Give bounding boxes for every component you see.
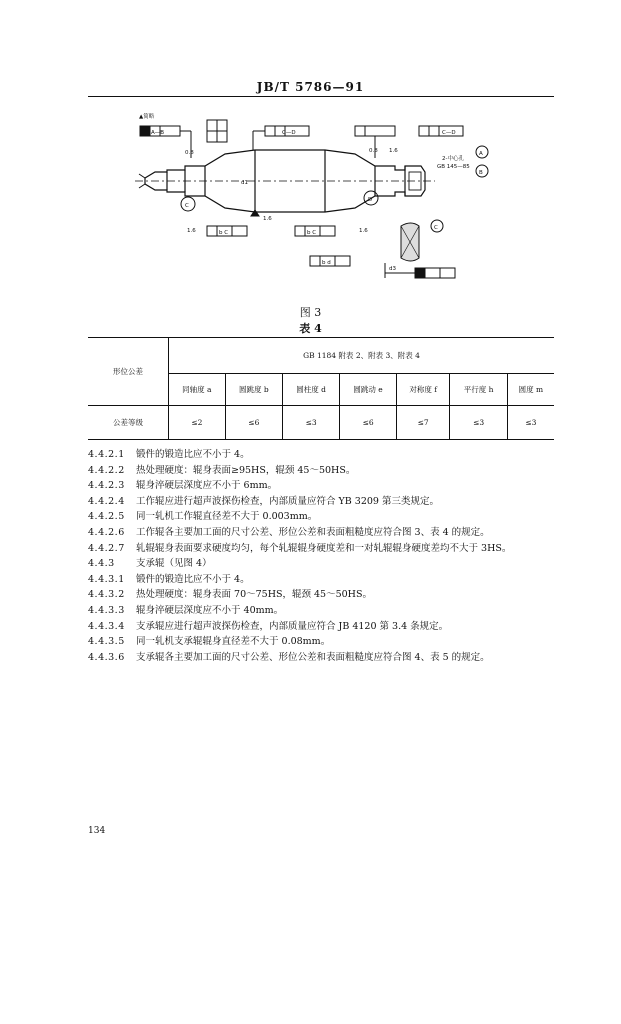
figure-caption: 图 3 [299,306,322,319]
page-number: 134 [88,826,106,836]
clause-number: 4.4.2.1 [88,449,125,460]
grade-cell: ≤3 [507,406,554,440]
fcf-bottom [207,223,455,278]
clause [88,572,558,588]
column-header: 同轴度 a [169,374,226,406]
group-header: GB 1184 附表 2、附表 3、附表 4 [169,338,555,374]
tolerance-table [88,337,554,440]
svg-text:1.6: 1.6 [359,228,368,234]
clause-number: 4.4.2.4 [88,495,125,507]
column-header: 圆度 m [507,374,554,406]
clause-text: 热处理硬度：辊身表面 70～75HS，辊颈 45～50HS。 [136,589,372,601]
clause [88,619,558,635]
clause-number: 4.4.3.5 [88,636,125,648]
svg-text:2-中心孔: 2-中心孔 [442,156,464,162]
clause-text: 锻件的锻造比应不小于 4。 [136,573,250,585]
svg-text:C: C [434,225,438,231]
clause-number: 4.4.2.2 [88,464,125,476]
clause [88,509,558,525]
roll-outline [135,150,435,212]
svg-text:b C: b C [307,230,317,236]
grade-cell: ≤2 [169,406,226,440]
clause-number: 4.4.3.1 [88,573,125,585]
svg-text:B: B [479,170,483,176]
svg-text:d1: d1 [241,180,248,186]
svg-text:1.6: 1.6 [187,228,196,234]
clause-number: 4.4.2.5 [88,511,125,523]
clause [88,494,558,510]
clause [88,478,558,494]
clause [88,650,558,666]
roll-drawing [125,108,505,298]
column-header: 圆柱度 d [282,374,339,406]
standard-number: JB/T 5786—91 [256,80,365,94]
svg-text:A: A [479,151,483,157]
clause-number: 4.4.2.7 [88,542,125,554]
grade-cell: ≤6 [225,406,282,440]
clause-number: 4.4.3.4 [88,620,125,632]
column-header: 圆跳动 e [340,374,397,406]
grade-cell: ≤6 [340,406,397,440]
clause-number: 4.4.3.2 [88,589,125,601]
clause-number: 4.4.3.3 [88,604,125,616]
svg-text:1.6: 1.6 [389,148,398,154]
clause-text: 辊身淬硬层深度应不小于 40mm。 [136,604,284,616]
clause [88,634,558,650]
clause [88,463,558,479]
clause-text: 热处理硬度：辊身表面≥95HS，辊颈 45～50HS。 [136,464,356,476]
column-header: 平行度 h [450,374,507,406]
svg-text:GB 145—85: GB 145—85 [437,164,470,170]
clause-text: 工作辊应进行超声波探伤检查，内部质量应符合 YB 3209 第三类规定。 [136,495,439,507]
clause [88,603,558,619]
clause-text: 辊身淬硬层深度应不小于 6mm。 [136,480,278,492]
grade-cell: ≤3 [450,406,507,440]
clause-text: 支承辊（见图 4） [136,558,212,570]
clause-number: 4.4.3.6 [88,651,125,663]
svg-text:C—D: C—D [442,130,456,136]
svg-text:C: C [185,203,189,209]
clause-list [88,447,558,665]
svg-text:1.6: 1.6 [263,216,272,222]
svg-text:d3: d3 [389,266,396,272]
clause-number: 4.4.3 [88,558,115,570]
grade-label: 公差等级 [88,406,169,440]
clause-text: 轧辊辊身表面要求硬度均匀，每个轧辊辊身硬度差和一对轧辊辊身硬度差均不大于 3HS。 [136,542,512,554]
clause-number: 4.4.2.6 [88,526,125,538]
clause-text: 支承辊应进行超声波探伤检查，内部质量应符合 JB 4120 第 3.4 条规定。 [136,620,449,632]
svg-text:D: D [368,197,373,203]
svg-text:0.8: 0.8 [185,150,194,156]
grade-cell: ≤3 [282,406,339,440]
header-rule [88,96,554,97]
svg-text:C—D: C—D [282,130,296,136]
svg-text:b d: b d [322,260,331,266]
row-header: 形位公差 [88,338,169,406]
clause [88,587,558,603]
svg-text:▲简略: ▲简略 [139,114,155,120]
clause-text: 同一轧机工作辊直径差不大于 0.003mm。 [136,511,318,523]
clause-text: 同一轧机支承辊辊身直径差不大于 0.08mm。 [136,636,331,648]
grade-cell: ≤7 [396,406,450,440]
clause-text: 锻件的锻造比应不小于 4。 [136,449,250,460]
clause [88,556,558,572]
svg-text:0.8: 0.8 [369,148,378,154]
svg-text:A—B: A—B [151,130,165,136]
column-header: 对称度 f [396,374,450,406]
clause-text: 支承辊各主要加工面的尺寸公差、形位公差和表面粗糙度应符合图 4、表 5 的规定。 [136,651,490,663]
clause [88,541,558,557]
svg-text:b C: b C [219,230,229,236]
clause-number: 4.4.2.3 [88,480,125,492]
clause-text: 工作辊各主要加工面的尺寸公差、形位公差和表面粗糙度应符合图 3、表 4 的规定。 [136,526,490,538]
table-caption: 表 4 [299,322,322,335]
column-header: 圆跳度 b [225,374,282,406]
clause [88,525,558,541]
clause [88,447,558,463]
